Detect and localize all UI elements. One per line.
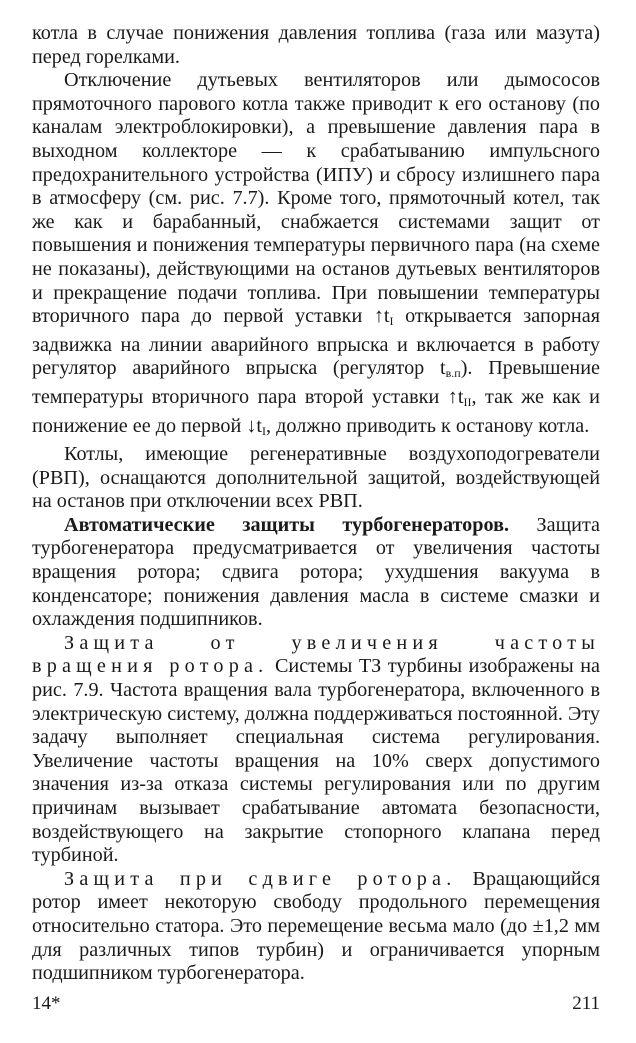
paragraph-2: Котлы, имеющие регенеративные воздухоподогреватели (РВП), оснащаются дополнительной защитой, воздействующей на останов при отключении всех РВП. — [32, 443, 600, 513]
paragraph-4: Защита от увеличения частоты вращения ротора. Системы ТЗ турбины изображены на рис. 7.9. Частота вращения вала турбогенератора, включенного в электрическую систему, должна поддерживаться постоянной. Эту задачу выполняет специальная система регулирования. Увеличение частоты вращения на 10% сверх допустимого значения из-за отказа системы регулирования или по другим причинам вызывает срабатывание автомата безопасности, воздействующего на закрытие стопорного клапана перед турбиной. — [32, 631, 600, 867]
page-body — [32, 22, 600, 986]
subheading-overspeed: Защита от увеличения частоты вращения ротора. — [32, 631, 600, 678]
subheading-rotor-shift: Защита при сдвиге ротора. — [64, 867, 457, 890]
paragraph-3: Автоматические защиты турбогенераторов. Защита турбогенератора предусматривается от увеличения частоты вращения ротора; сдвига ротора; ухудшения вакуума в конденсаторе; понижения давления масла в системе смазки и охлаждения подшипников. — [32, 513, 600, 631]
signature-mark: 14* — [32, 993, 61, 1014]
section-heading-turbogenerators: Автоматические защиты турбогенераторов. — [64, 513, 510, 536]
paragraph-0: котла в случае понижения давления топлива (газа или мазута) перед горелками. — [32, 22, 600, 68]
paragraph-5: Защита при сдвиге ротора. Вращающийся ротор имеет некоторую свободу продольного перемещения относительно статора. Это перемещение весьма мало (до ±1,2 мм для различных типов турбин) и ограничивается упорным подшипником турбогенератора. — [32, 867, 600, 985]
page-number: 211 — [572, 993, 600, 1014]
page-footer — [32, 993, 600, 1015]
paragraph-1: Отключение дутьевых вентиляторов или дымососов прямоточного парового котла также приводит к его останову (по каналам электроблокировки), а превышение давления пара в выходном коллекторе — к срабатыванию импульсного предохранительного устройства (ИПУ) и сбросу излишнего пара в атмосферу (см. рис. 7.7). Кроме того, прямоточный котел, так же как и барабанный, снабжается системами защит от повышения и понижения температуры первичного пара (на схеме не показаны), действующими на останов дутьевых вентиляторов и прекращение подачи топлива. При повышении температуры вторичного пара до первой уставки $↑t_I$ открывается запорная задвижка на линии аварийного впрыска и включается в работу регулятор аварийного впрыска (регулятор $t_{в.п}$). Превышение температуры вторичного пара второй уставки $↑t_{II}$, так же как и понижение ее до первой $↓t_I$, должно приводить к останову котла. — [32, 69, 601, 438]
